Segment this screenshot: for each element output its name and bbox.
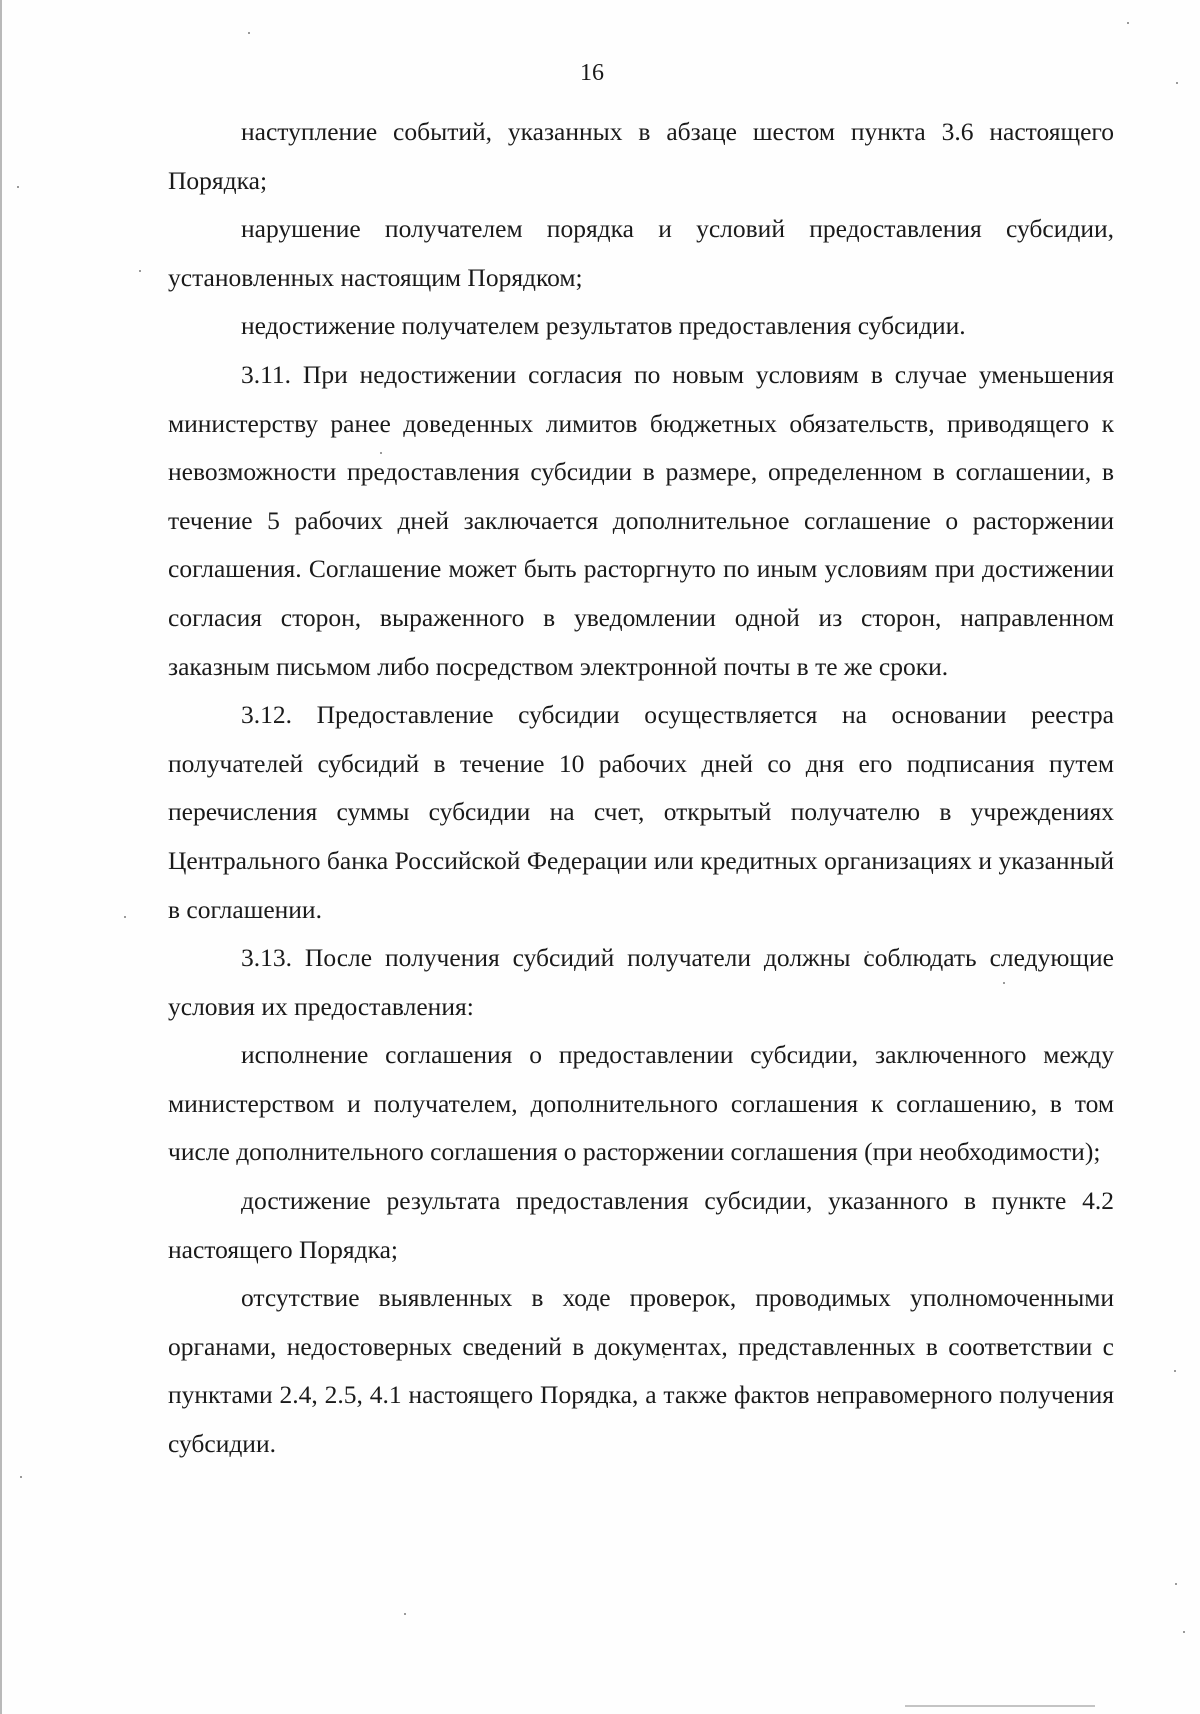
scan-speck [139,270,141,272]
scan-speck [1176,82,1178,84]
scan-speck [17,186,19,188]
scan-speck [1174,1370,1176,1372]
paragraph: 3.11. При недостижении согласия по новым условиям в случае уменьшения министерству ранее доведенных лимитов бюджетных обязательств, приводящего к невозможности предоставления субсидии в размере, определенном в соглашении, в течение 5 рабочих дней заключается дополнительное соглашение о расторжении соглашения. Соглашение может быть расторгнуто по иным условиям при достижении согласия сторон, выраженного в уведомлении одной из сторон, направленном заказным письмом либо посредством электронной почты в те же сроки. [168,359,1114,681]
paragraph: отсутствие выявленных в ходе проверок, проводимых уполномоченными органами, недостоверных сведений в документах, представленных в соответствии с пунктами 2.4, 2.5, 4.1 настоящего Порядка, а также фактов неправомерного получения субсидии. [168,1283,1114,1459]
page-number: 16 [580,60,604,86]
paragraph: достижение результата предоставления субсидии, указанного в пункте 4.2 настоящего Порядка; [168,1186,1114,1264]
paragraph: нарушение получателем порядка и условий предоставления субсидии, установленных настоящим Порядком; [168,214,1114,292]
scan-speck [1127,22,1129,24]
scan-speck [248,32,250,34]
paragraph: 3.12. Предоставление субсидии осуществляется на основании реестра получателей субсидий в течение 10 рабочих дней со дня его подписания путем перечисления суммы субсидии на счет, открытый получателю в учреждениях Центрального банка Российской Федерации или кредитных организациях и указанный в соглашении. [168,700,1114,924]
scan-speck [404,1613,406,1615]
scan-speck [124,916,126,918]
paragraph: недостижение получателем результатов предоставления субсидии. [241,311,966,341]
paragraph: наступление событий, указанных в абзаце шестом пункта 3.6 настоящего Порядка; [168,117,1114,195]
paragraph: 3.13. После получения субсидий получатели должны соблюдать следующие условия их предоставления: [168,943,1114,1021]
scan-bottom-edge [905,1705,1095,1707]
document-body [168,108,1114,1469]
scan-speck [20,1476,22,1478]
scan-left-edge [0,0,2,1714]
scan-speck [1175,1583,1177,1585]
paragraph: исполнение соглашения о предоставлении субсидии, заключенного между министерством и получателем, дополнительного соглашения к соглашению, в том числе дополнительного соглашения о расторжении соглашения (при необходимости); [168,1040,1114,1167]
scan-speck [1183,1631,1185,1633]
